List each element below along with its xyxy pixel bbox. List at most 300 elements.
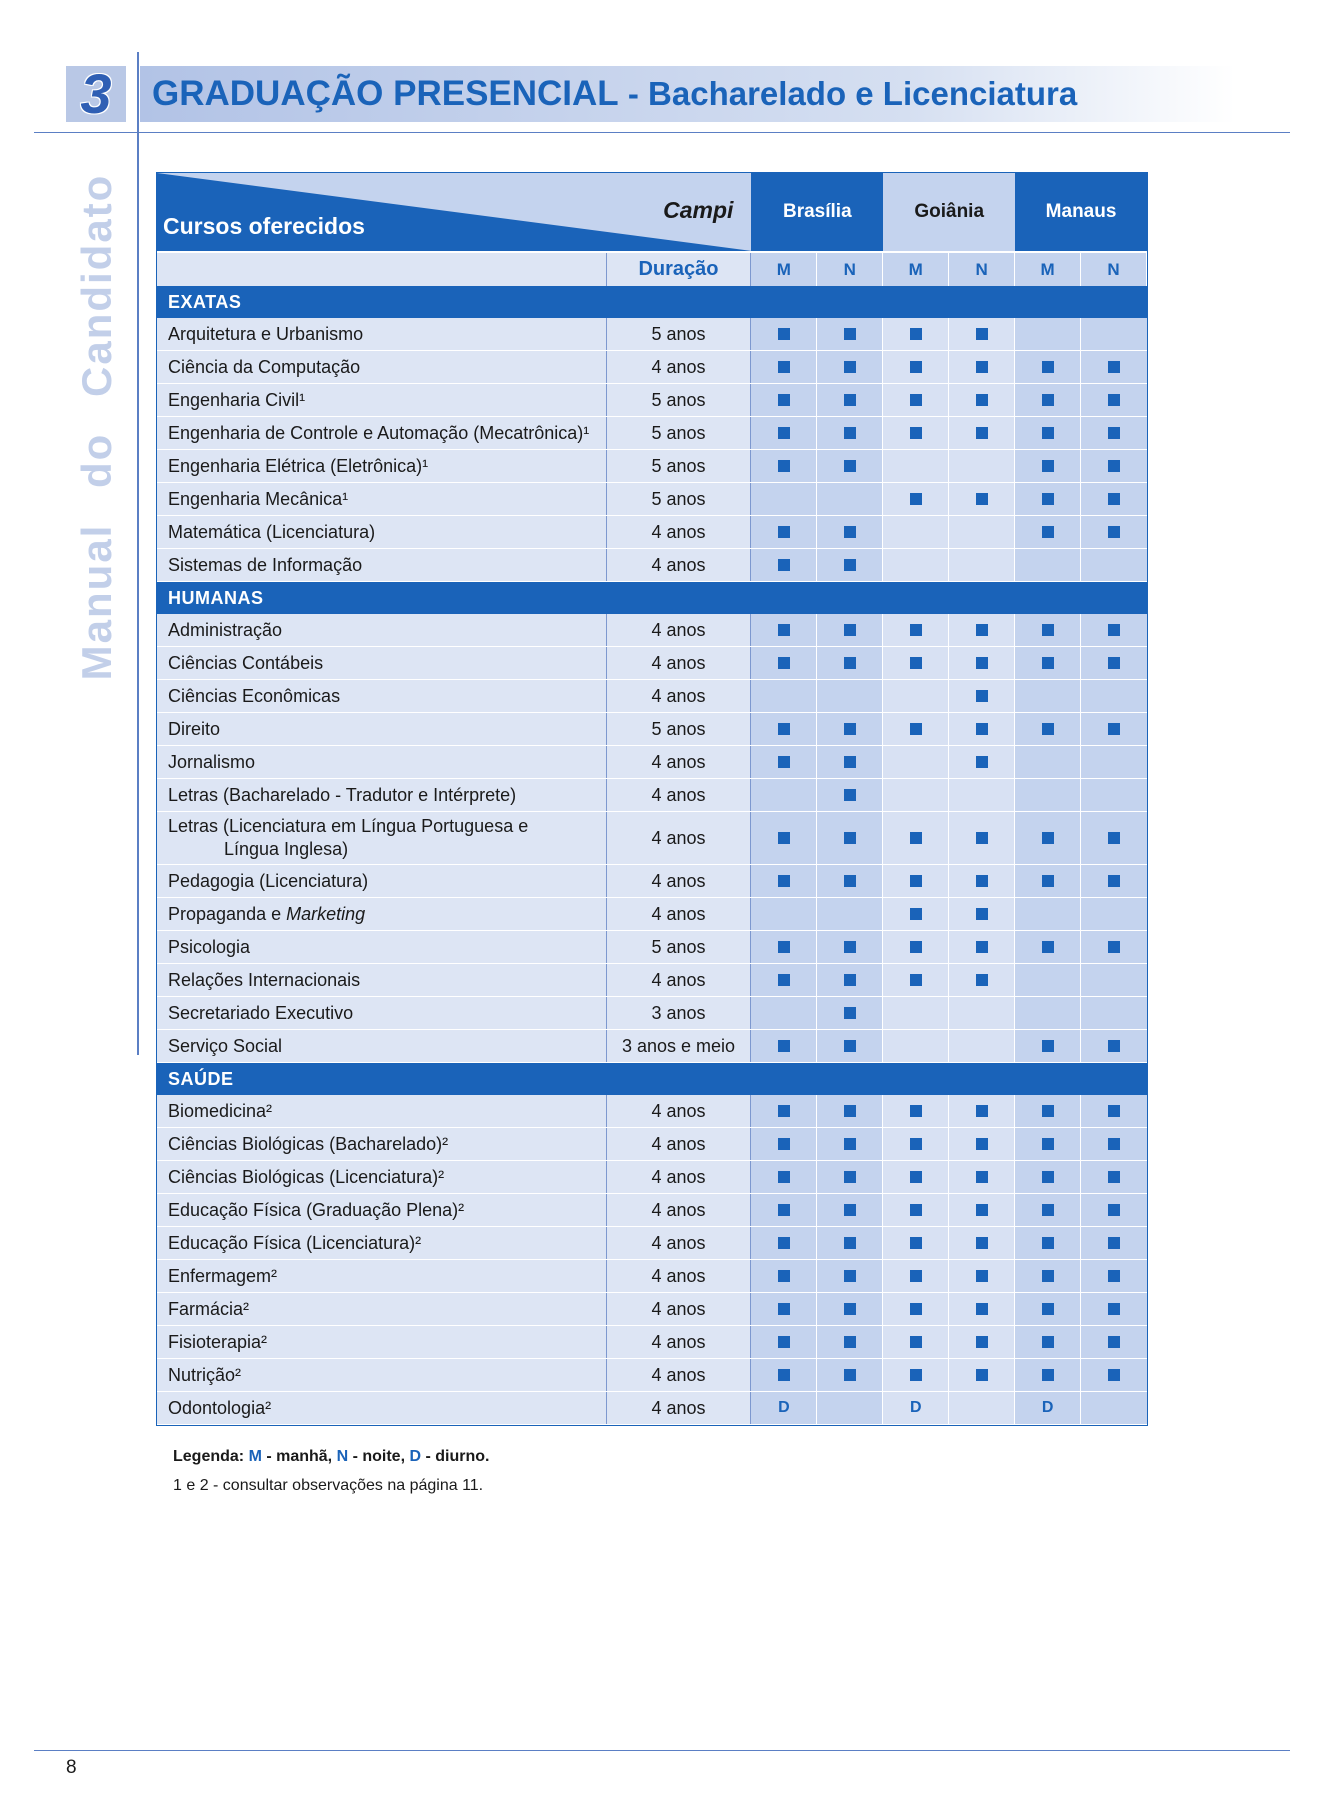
offer-cell	[1081, 1095, 1147, 1127]
offer-cell	[751, 713, 817, 745]
course-name-text: Nutrição²	[168, 1364, 242, 1385]
offer-cell	[1081, 647, 1147, 679]
offered-square-icon	[778, 427, 790, 439]
offer-cell	[751, 779, 817, 811]
course-name-text: Secretariado Executivo	[168, 1002, 354, 1023]
offer-cell	[1015, 713, 1081, 745]
offer-cell	[949, 1260, 1015, 1292]
offer-cell	[1015, 1030, 1081, 1062]
offered-square-icon	[844, 941, 856, 953]
offered-square-icon	[1108, 1204, 1120, 1216]
course-name-text: Ciências Econômicas	[168, 685, 341, 706]
course-name	[157, 1030, 607, 1062]
offer-cell	[751, 549, 817, 581]
offered-square-icon	[1108, 624, 1120, 636]
table-row	[157, 647, 1147, 680]
course-name-text: Ciências Biológicas (Bacharelado)²	[168, 1133, 449, 1154]
offered-square-icon	[844, 1105, 856, 1117]
offer-cell	[817, 1359, 883, 1391]
offer-cell	[1081, 516, 1147, 548]
table-body	[157, 286, 1147, 1425]
offer-cell	[949, 997, 1015, 1029]
offer-cell	[817, 1095, 883, 1127]
course-name	[157, 351, 607, 383]
course-name-italic: Marketing	[286, 903, 366, 924]
offer-cell	[1015, 1128, 1081, 1160]
offered-square-icon	[844, 361, 856, 373]
course-duration: 4 anos	[607, 812, 752, 864]
offer-cell	[883, 997, 949, 1029]
offered-square-icon	[1108, 460, 1120, 472]
offered-square-icon	[1042, 1204, 1054, 1216]
offered-square-icon	[844, 1040, 856, 1052]
course-name	[157, 647, 607, 679]
offer-cell	[1015, 1326, 1081, 1358]
offer-cell	[883, 1194, 949, 1226]
legend-n-text: - noite,	[348, 1448, 410, 1465]
offer-cell	[1081, 931, 1147, 963]
offer-cell	[1015, 1095, 1081, 1127]
campus-brasilia: Brasília	[751, 173, 883, 251]
category-row	[157, 286, 1147, 318]
offered-square-icon	[1042, 723, 1054, 735]
diurno-mark: D	[909, 1399, 922, 1416]
course-duration: 4 anos	[607, 1260, 752, 1292]
shift-header: M	[751, 253, 817, 286]
offered-square-icon	[1108, 361, 1120, 373]
table-row	[157, 779, 1147, 812]
offered-square-icon	[976, 624, 988, 636]
offer-cell	[751, 865, 817, 897]
offered-square-icon	[778, 328, 790, 340]
offered-square-icon	[778, 361, 790, 373]
offered-square-icon	[976, 941, 988, 953]
offer-cell	[751, 1227, 817, 1259]
table-row	[157, 450, 1147, 483]
category-row	[157, 582, 1147, 614]
offer-cell	[751, 384, 817, 416]
offered-square-icon	[1108, 1171, 1120, 1183]
offer-cell	[883, 549, 949, 581]
category-label: SAÚDE	[168, 1068, 234, 1089]
course-name-text: Educação Física (Graduação Plena)²	[168, 1199, 465, 1220]
course-name-text: Engenharia Elétrica (Eletrônica)¹	[168, 455, 429, 476]
course-name	[157, 614, 607, 646]
course-name	[157, 1326, 607, 1358]
offer-cell	[751, 746, 817, 778]
offer-cell	[751, 680, 817, 712]
offered-square-icon	[844, 657, 856, 669]
offered-square-icon	[844, 1007, 856, 1019]
table-row	[157, 1095, 1147, 1128]
offer-cell	[1015, 516, 1081, 548]
course-name	[157, 1194, 607, 1226]
offer-cell	[883, 812, 949, 864]
offer-cell	[817, 450, 883, 482]
course-duration: 4 anos	[607, 516, 752, 548]
table-row	[157, 1194, 1147, 1227]
offer-cell	[883, 1161, 949, 1193]
offered-square-icon	[1108, 1237, 1120, 1249]
offered-square-icon	[910, 1138, 922, 1150]
offer-cell	[817, 549, 883, 581]
offer-cell	[817, 898, 883, 930]
course-name-text: Engenharia Civil¹	[168, 389, 306, 410]
table-row	[157, 1227, 1147, 1260]
table-row	[157, 384, 1147, 417]
offer-cell	[1015, 351, 1081, 383]
offer-cell	[1081, 614, 1147, 646]
offer-cell	[949, 1359, 1015, 1391]
course-duration: 4 anos	[607, 1128, 752, 1160]
offer-cell	[1081, 898, 1147, 930]
offer-cell	[1081, 865, 1147, 897]
offer-cell	[883, 898, 949, 930]
offer-cell	[751, 318, 817, 350]
offer-cell	[949, 1128, 1015, 1160]
course-name	[157, 713, 607, 745]
offered-square-icon	[976, 756, 988, 768]
offer-cell	[1015, 812, 1081, 864]
offered-square-icon	[1108, 1270, 1120, 1282]
offer-cell	[1015, 931, 1081, 963]
offer-cell	[949, 1095, 1015, 1127]
course-duration: 4 anos	[607, 1161, 752, 1193]
offered-square-icon	[844, 1204, 856, 1216]
offered-square-icon	[976, 832, 988, 844]
offered-square-icon	[1042, 361, 1054, 373]
offered-square-icon	[910, 427, 922, 439]
table-row	[157, 964, 1147, 997]
offer-cell	[949, 931, 1015, 963]
table-row	[157, 746, 1147, 779]
category-label: EXATAS	[168, 291, 242, 312]
offer-cell	[751, 1359, 817, 1391]
course-name-text: Enfermagem²	[168, 1265, 278, 1286]
offered-square-icon	[976, 1105, 988, 1117]
offer-cell	[1015, 549, 1081, 581]
footer-rule	[34, 1750, 1290, 1751]
offered-square-icon	[910, 328, 922, 340]
legend-d-key: D	[409, 1448, 422, 1465]
offered-square-icon	[778, 559, 790, 571]
offer-cell	[817, 647, 883, 679]
offered-square-icon	[1042, 460, 1054, 472]
offer-cell	[817, 812, 883, 864]
course-name	[157, 779, 607, 811]
offered-square-icon	[844, 526, 856, 538]
offered-square-icon	[844, 832, 856, 844]
offered-square-icon	[1108, 1040, 1120, 1052]
course-name-text: Ciências Contábeis	[168, 652, 324, 673]
course-duration: 5 anos	[607, 450, 752, 482]
offered-square-icon	[778, 723, 790, 735]
offer-cell	[949, 746, 1015, 778]
offered-square-icon	[1042, 875, 1054, 887]
offer-cell	[751, 1293, 817, 1325]
offer-cell	[817, 1227, 883, 1259]
course-name-text: Matemática (Licenciatura)	[168, 521, 376, 542]
offer-cell	[1081, 1227, 1147, 1259]
offered-square-icon	[976, 723, 988, 735]
offered-square-icon	[844, 1237, 856, 1249]
offered-square-icon	[1108, 427, 1120, 439]
offered-square-icon	[844, 1171, 856, 1183]
offered-square-icon	[844, 624, 856, 636]
offer-cell	[1081, 1260, 1147, 1292]
offered-square-icon	[910, 1105, 922, 1117]
legend-m-text: - manhã,	[261, 1448, 337, 1465]
offered-square-icon	[1042, 624, 1054, 636]
course-name	[157, 1293, 607, 1325]
offered-square-icon	[1108, 1105, 1120, 1117]
offer-cell	[1015, 614, 1081, 646]
offered-square-icon	[910, 1270, 922, 1282]
offered-square-icon	[910, 394, 922, 406]
offer-cell	[949, 384, 1015, 416]
course-duration: 4 anos	[607, 1392, 752, 1424]
offer-cell	[1015, 1194, 1081, 1226]
campus-goiania: Goiânia	[883, 173, 1015, 251]
offer-cell	[883, 1326, 949, 1358]
offered-square-icon	[778, 1369, 790, 1381]
offer-cell	[1081, 384, 1147, 416]
offer-cell	[1081, 351, 1147, 383]
offer-cell	[1015, 318, 1081, 350]
offer-cell	[883, 1095, 949, 1127]
offered-square-icon	[1042, 832, 1054, 844]
offered-square-icon	[1042, 526, 1054, 538]
table-row	[157, 1392, 1147, 1425]
offer-cell	[751, 1392, 817, 1424]
offered-square-icon	[1042, 941, 1054, 953]
course-duration: 4 anos	[607, 1194, 752, 1226]
offered-square-icon	[778, 941, 790, 953]
header-courses-label: Cursos oferecidos	[163, 213, 365, 239]
offer-cell	[949, 516, 1015, 548]
offer-cell	[1081, 1326, 1147, 1358]
offered-square-icon	[778, 526, 790, 538]
offer-cell	[949, 1326, 1015, 1358]
offer-cell	[949, 680, 1015, 712]
offer-cell	[883, 1293, 949, 1325]
course-duration: 4 anos	[607, 1326, 752, 1358]
offered-square-icon	[778, 1237, 790, 1249]
offered-square-icon	[1042, 1336, 1054, 1348]
shift-header: N	[949, 253, 1015, 286]
table-row	[157, 812, 1147, 865]
category-label: HUMANAS	[168, 587, 264, 608]
offer-cell	[1015, 417, 1081, 449]
offered-square-icon	[778, 756, 790, 768]
course-duration: 5 anos	[607, 483, 752, 515]
offered-square-icon	[1042, 1303, 1054, 1315]
offer-cell	[883, 680, 949, 712]
offer-cell	[817, 1194, 883, 1226]
offered-square-icon	[778, 1270, 790, 1282]
side-label: Manual do Candidato	[73, 173, 120, 681]
offer-cell	[817, 964, 883, 996]
left-vertical-rule	[137, 52, 139, 1055]
course-duration: 3 anos e meio	[607, 1030, 752, 1062]
offer-cell	[949, 964, 1015, 996]
diurno-mark: D	[778, 1399, 790, 1416]
course-name	[157, 1095, 607, 1127]
course-name-text: Farmácia²	[168, 1298, 250, 1319]
offer-cell	[817, 483, 883, 515]
offer-cell	[883, 1260, 949, 1292]
offered-square-icon	[844, 559, 856, 571]
table-row	[157, 351, 1147, 384]
category-row	[157, 1063, 1147, 1095]
course-duration: 4 anos	[607, 1227, 752, 1259]
offer-cell	[883, 964, 949, 996]
offer-cell	[1015, 680, 1081, 712]
table-row	[157, 483, 1147, 516]
course-name-text: Pedagogia (Licenciatura)	[168, 870, 369, 891]
table-row	[157, 1326, 1147, 1359]
course-name	[157, 865, 607, 897]
offered-square-icon	[910, 657, 922, 669]
legend	[173, 1448, 489, 1466]
offered-square-icon	[844, 394, 856, 406]
course-duration: 4 anos	[607, 1293, 752, 1325]
offered-square-icon	[910, 493, 922, 505]
course-name	[157, 1128, 607, 1160]
offered-square-icon	[844, 789, 856, 801]
offer-cell	[751, 417, 817, 449]
legend-d-text: - diurno.	[421, 1448, 490, 1465]
offered-square-icon	[976, 690, 988, 702]
table-row	[157, 318, 1147, 351]
offer-cell	[751, 483, 817, 515]
offer-cell	[817, 680, 883, 712]
offer-cell	[883, 318, 949, 350]
offer-cell	[883, 384, 949, 416]
offer-cell	[1081, 1194, 1147, 1226]
course-name-text: Educação Física (Licenciatura)²	[168, 1232, 422, 1253]
table-row	[157, 1293, 1147, 1326]
offer-cell	[883, 417, 949, 449]
course-name	[157, 450, 607, 482]
offered-square-icon	[910, 624, 922, 636]
course-duration: 4 anos	[607, 898, 752, 930]
offer-cell	[1081, 812, 1147, 864]
offer-cell	[751, 516, 817, 548]
offer-cell	[1015, 1293, 1081, 1325]
offer-cell	[817, 1326, 883, 1358]
offered-square-icon	[1108, 1303, 1120, 1315]
course-name-text: Sistemas de Informação	[168, 554, 363, 575]
offered-square-icon	[976, 908, 988, 920]
course-duration: 4 anos	[607, 614, 752, 646]
offer-cell	[817, 931, 883, 963]
offer-cell	[817, 746, 883, 778]
offer-cell	[751, 1128, 817, 1160]
offer-cell	[1015, 1359, 1081, 1391]
offered-square-icon	[976, 1270, 988, 1282]
offered-square-icon	[1042, 1040, 1054, 1052]
offered-square-icon	[976, 974, 988, 986]
course-name	[157, 516, 607, 548]
offer-cell	[751, 450, 817, 482]
offer-cell	[751, 614, 817, 646]
course-name-text: Relações Internacionais	[168, 969, 361, 990]
offered-square-icon	[1042, 1138, 1054, 1150]
offer-cell	[949, 1227, 1015, 1259]
offered-square-icon	[778, 1138, 790, 1150]
offered-square-icon	[1108, 941, 1120, 953]
offer-cell	[751, 1095, 817, 1127]
offered-square-icon	[910, 1369, 922, 1381]
offer-cell	[949, 898, 1015, 930]
diurno-mark: D	[1041, 1399, 1054, 1416]
offered-square-icon	[976, 394, 988, 406]
page-title	[152, 72, 1077, 116]
offer-cell	[883, 1227, 949, 1259]
course-name-text: Jornalismo	[168, 751, 256, 772]
offer-cell	[949, 318, 1015, 350]
offered-square-icon	[778, 875, 790, 887]
course-name-text: Psicologia	[168, 936, 251, 957]
offer-cell	[949, 1392, 1015, 1424]
table-row	[157, 549, 1147, 582]
table-row	[157, 1359, 1147, 1392]
course-name-text: Letras (Bacharelado - Tradutor e Intérprete)	[168, 784, 517, 805]
offered-square-icon	[1108, 394, 1120, 406]
offered-square-icon	[1042, 1171, 1054, 1183]
offer-cell	[1015, 997, 1081, 1029]
offer-cell	[817, 997, 883, 1029]
offer-cell	[1015, 779, 1081, 811]
offer-cell	[751, 1161, 817, 1193]
offer-cell	[883, 713, 949, 745]
course-name-text: Ciências Biológicas (Licenciatura)²	[168, 1166, 445, 1187]
offer-cell	[949, 647, 1015, 679]
offer-cell	[1081, 680, 1147, 712]
course-duration: 5 anos	[607, 318, 752, 350]
offer-cell	[1015, 1227, 1081, 1259]
table-row	[157, 614, 1147, 647]
offered-square-icon	[910, 832, 922, 844]
table-row	[157, 1260, 1147, 1293]
offered-square-icon	[976, 875, 988, 887]
offer-cell	[817, 318, 883, 350]
offered-square-icon	[1042, 657, 1054, 669]
legend-label: Legenda:	[173, 1448, 249, 1465]
offered-square-icon	[1042, 1270, 1054, 1282]
title-main: GRADUAÇÃO PRESENCIAL	[152, 74, 619, 113]
offer-cell	[949, 549, 1015, 581]
offer-cell	[1015, 1161, 1081, 1193]
offered-square-icon	[910, 1204, 922, 1216]
offered-square-icon	[1108, 723, 1120, 735]
offer-cell	[817, 351, 883, 383]
offer-cell	[1015, 746, 1081, 778]
offered-square-icon	[844, 723, 856, 735]
offered-square-icon	[1042, 493, 1054, 505]
offer-cell	[817, 1260, 883, 1292]
offered-square-icon	[976, 328, 988, 340]
legend-m-key: M	[248, 1448, 262, 1465]
table-row	[157, 898, 1147, 931]
offered-square-icon	[844, 328, 856, 340]
offer-cell	[883, 746, 949, 778]
course-duration: 4 anos	[607, 351, 752, 383]
course-duration: 4 anos	[607, 779, 752, 811]
course-name-text: Propaganda e	[168, 903, 287, 924]
offer-cell	[949, 1161, 1015, 1193]
